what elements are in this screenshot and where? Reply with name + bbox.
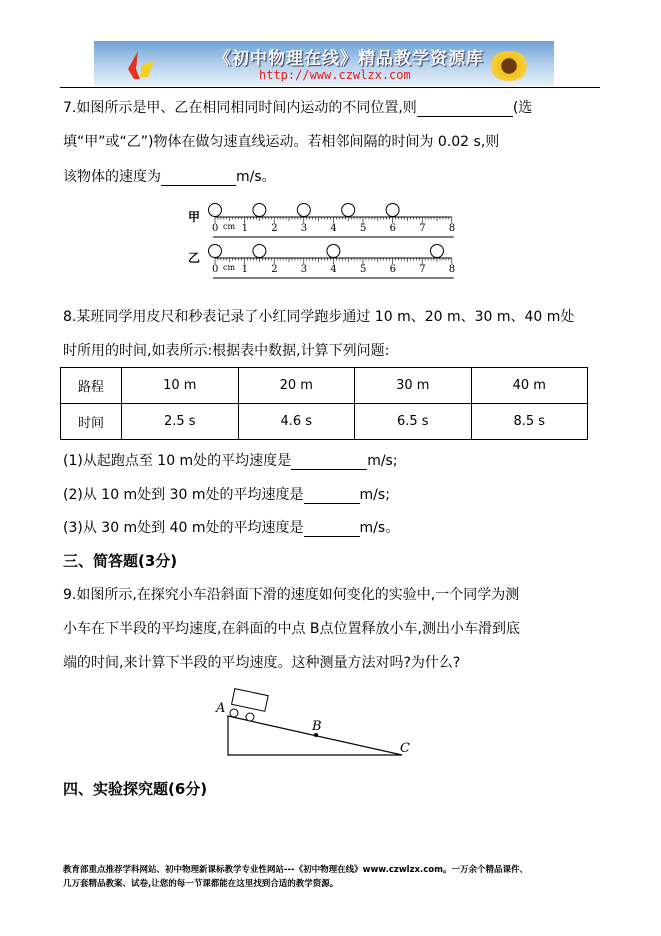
q8-sub1 <box>63 450 398 470</box>
ruler-tick-label: 0 <box>212 264 219 275</box>
q7-line2: 填“甲”或“乙”)物体在做匀速直线运动。若相邻间隔的时间为 0.02 s,则 <box>63 134 500 150</box>
q8-sub1-text: (1)从起跑点至 10 m处的平均速度是 <box>63 453 292 469</box>
q7-line1-text: 7.如图所示是甲、乙在相同相同时间内运动的不同位置,则 <box>63 100 417 116</box>
ball-position <box>386 204 399 217</box>
cart-wheel <box>230 709 238 717</box>
ruler-unit: cm <box>223 263 236 272</box>
q7-blank1[interactable] <box>417 100 513 117</box>
q7-line3 <box>63 166 276 186</box>
ball-position <box>209 204 222 217</box>
table-cell: 6.5 s <box>355 404 472 440</box>
table-cell: 时间 <box>61 404 122 440</box>
q7-line3-text: 该物体的速度为 <box>63 169 161 185</box>
label-a: A <box>216 701 226 716</box>
row-label: 乙 <box>188 251 201 265</box>
ruler-tick-label: 5 <box>360 223 367 234</box>
table-cell: 路程 <box>61 368 122 404</box>
ball-position <box>253 204 266 217</box>
ruler-tick-label: 4 <box>330 264 337 275</box>
ruler-tick-label: 5 <box>360 264 367 275</box>
ruler-tick-label: 6 <box>389 264 396 275</box>
q8-sub2 <box>63 484 390 504</box>
footer-line2: 几万套精品教案、试卷,让您的每一节课都能在这里找到合适的教学资源。 <box>63 879 339 889</box>
section-heading-4: 四、实验探究题(6分) <box>63 780 208 798</box>
sunflower-icon <box>489 51 529 81</box>
ball-position <box>297 204 310 217</box>
data-table <box>60 367 588 440</box>
header-divider <box>60 87 600 88</box>
banner-title: 《初中物理在线》精品教学资源库 <box>214 49 484 69</box>
section-heading-3: 三、简答题(3分) <box>63 552 178 570</box>
table-cell: 20 m <box>238 368 355 404</box>
label-c: C <box>400 741 410 756</box>
q8-sub3-unit: m/s。 <box>359 520 400 536</box>
ruler-tick-label: 3 <box>300 264 308 275</box>
q8-line2: 时所用的时间,如表所示:根据表中数据,计算下列问题: <box>63 343 390 359</box>
q7-blank2[interactable] <box>161 169 236 186</box>
q8-sub3 <box>63 517 399 537</box>
ruler-tick-label: 8 <box>448 264 456 275</box>
table-row <box>61 404 588 440</box>
q8-blank2[interactable] <box>304 487 360 504</box>
banner-url[interactable]: http://www.czwlzx.com <box>259 68 411 82</box>
ruler-tick-label: 2 <box>271 223 278 234</box>
q8-sub2-text: (2)从 10 m处到 30 m处的平均速度是 <box>63 487 304 503</box>
q9-line3: 端的时间,来计算下半段的平均速度。这种测量方法对吗?为什么? <box>63 655 461 671</box>
cart-body <box>232 689 269 712</box>
table-cell: 40 m <box>471 368 588 404</box>
ruler-tick-label: 7 <box>419 264 426 275</box>
ruler-tick-label: 7 <box>419 223 426 234</box>
ball-position <box>327 245 340 258</box>
table-cell: 8.5 s <box>471 404 588 440</box>
ball-position <box>209 245 222 258</box>
q7-line3-unit: m/s。 <box>236 169 276 185</box>
cart-wheel <box>246 713 254 721</box>
table-cell: 10 m <box>122 368 239 404</box>
q8-blank3[interactable] <box>304 520 360 537</box>
q9-line1: 9.如图所示,在探究小车沿斜面下滑的速度如何变化的实验中,一个同学为测 <box>63 587 520 603</box>
ruler-unit: cm <box>223 222 236 231</box>
ruler-figure <box>185 198 475 286</box>
q8-line1: 8.某班同学用皮尺和秒表记录了小红同学跑步通过 10 m、20 m、30 m、40 m处 <box>63 309 575 325</box>
ruler-tick-label: 8 <box>448 223 456 234</box>
q8-sub3-text: (3)从 30 m处到 40 m处的平均速度是 <box>63 520 304 536</box>
ruler-tick-label: 6 <box>389 223 396 234</box>
q9-line2: 小车在下半段的平均速度,在斜面的中点 B点位置释放小车,测出小车滑到底 <box>63 621 520 637</box>
ruler-tick-label: 3 <box>300 223 308 234</box>
table-cell: 2.5 s <box>122 404 239 440</box>
ball-position <box>342 204 355 217</box>
q7-line1 <box>63 97 532 117</box>
footer-line1: 教育部重点推荐学科网站、初中物理新课标教学专业性网站---《初中物理在线》www.czwlzx.com。一万余个精品课件、 <box>63 865 528 875</box>
ruler-tick-label: 1 <box>241 223 248 234</box>
q8-blank1[interactable] <box>291 453 367 470</box>
q7-line1-end: (选 <box>512 100 533 116</box>
table-cell: 30 m <box>355 368 472 404</box>
label-b: B <box>312 719 322 734</box>
ball-position <box>253 245 266 258</box>
ball-position <box>431 245 444 258</box>
header-banner <box>94 41 554 86</box>
ruler-tick-label: 0 <box>212 223 219 234</box>
table-row <box>61 368 588 404</box>
row-label: 甲 <box>188 210 201 224</box>
site-logo-icon <box>124 49 159 81</box>
ruler-tick-label: 2 <box>271 264 278 275</box>
table-cell: 4.6 s <box>238 404 355 440</box>
q8-sub1-unit: m/s; <box>367 453 398 469</box>
ruler-tick-label: 4 <box>330 223 337 234</box>
ruler-tick-label: 1 <box>241 264 248 275</box>
q8-sub2-unit: m/s; <box>359 487 390 503</box>
incline-figure <box>210 688 420 760</box>
